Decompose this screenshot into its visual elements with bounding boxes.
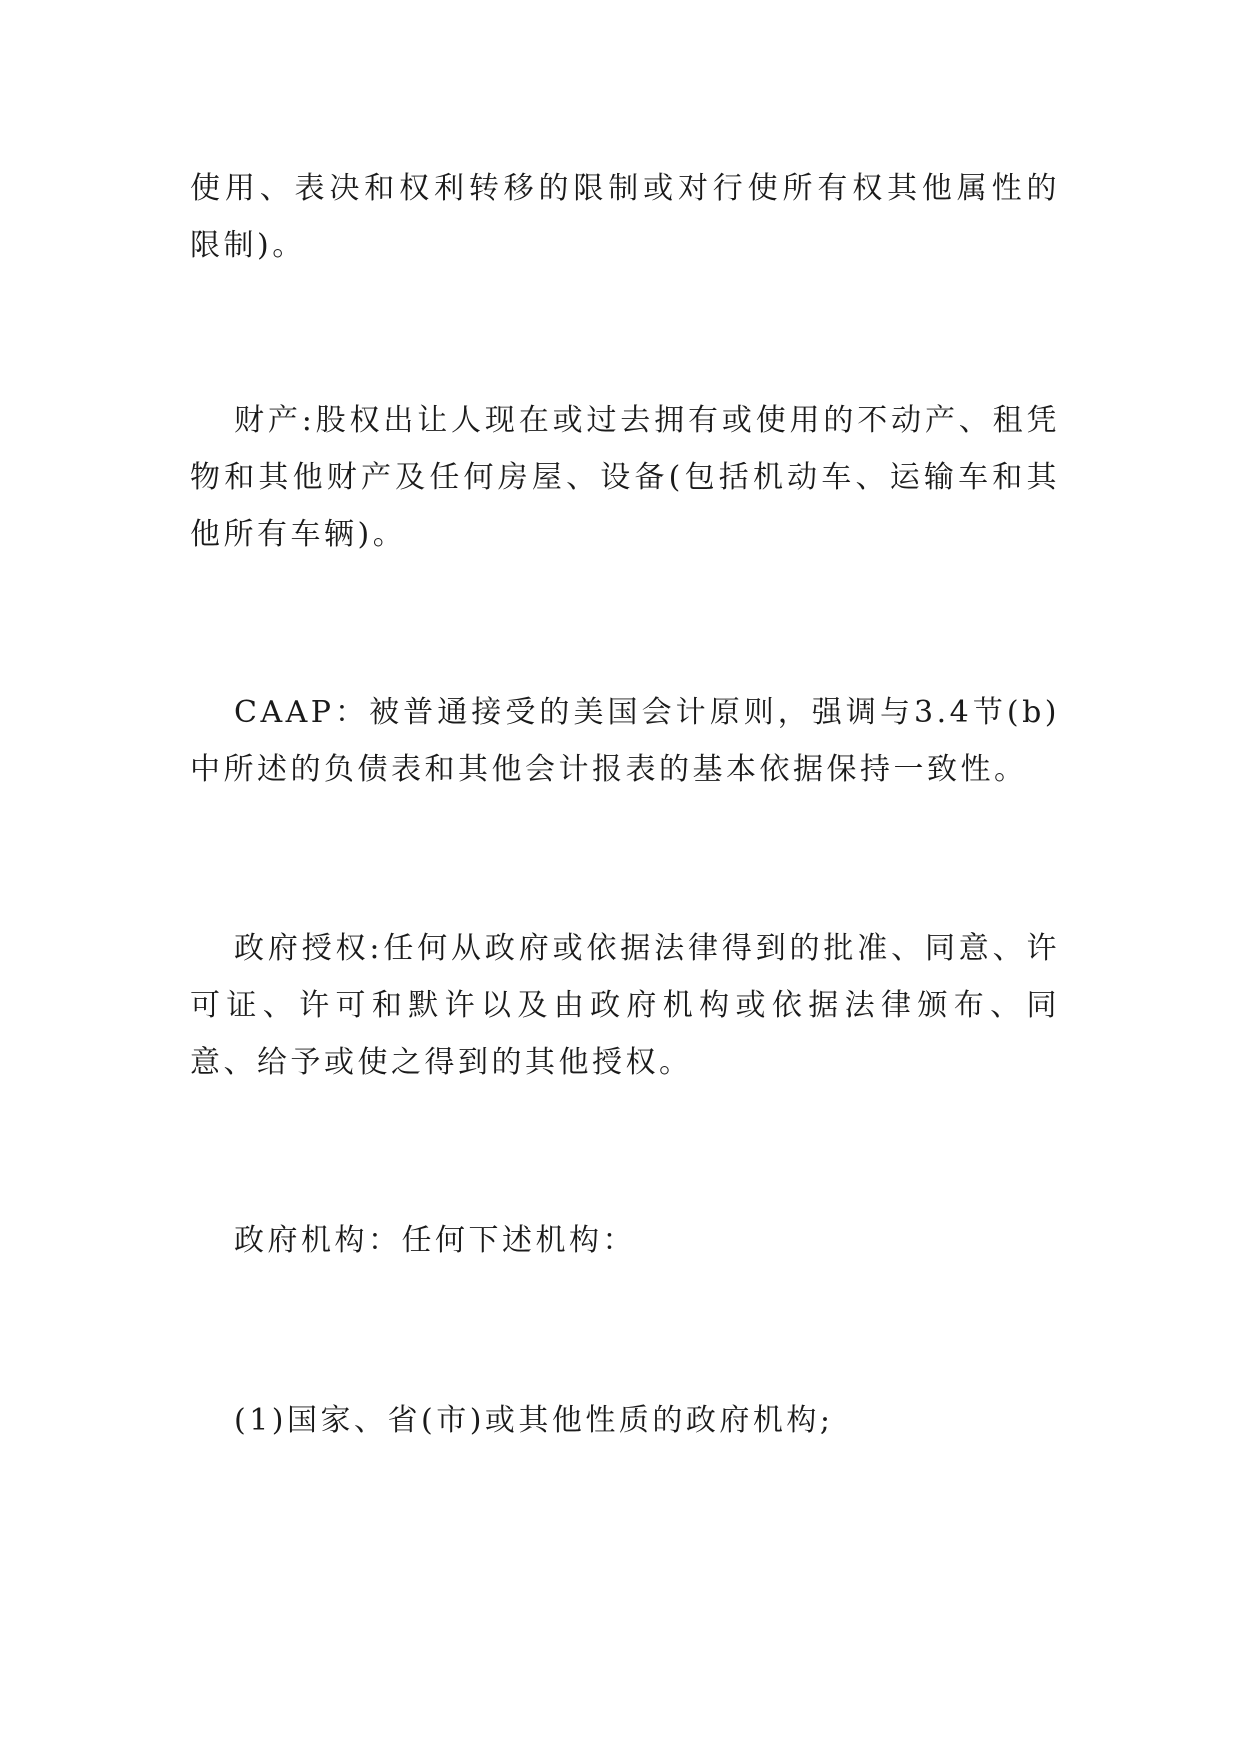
paragraph-property-definition: 财产:股权出让人现在或过去拥有或使用的不动产、租凭物和其他财产及任何房屋、设备(包括机动车、运输车和其他所有车辆)。 <box>190 403 1060 552</box>
list-item-agency-1: (1)国家、省(市)或其他性质的政府机构; <box>234 1403 834 1438</box>
paragraph-caap-definition: CAAP：被普通接受的美国会计原则，强调与3.4节(b)中所述的负债表和其他会计报表的基本依据保持一致性。 <box>190 695 1060 787</box>
paragraph-restriction-continued: 使用、表决和权利转移的限制或对行使所有权其他属性的限制)。 <box>190 171 1060 263</box>
paragraph-government-agency-definition: 政府机构：任何下述机构： <box>234 1223 636 1258</box>
paragraph-government-authorization-definition: 政府授权:任何从政府或依据法律得到的批准、同意、许可证、许可和默许以及由政府机构或依据法律颁布、同意、给予或使之得到的其他授权。 <box>190 931 1060 1080</box>
